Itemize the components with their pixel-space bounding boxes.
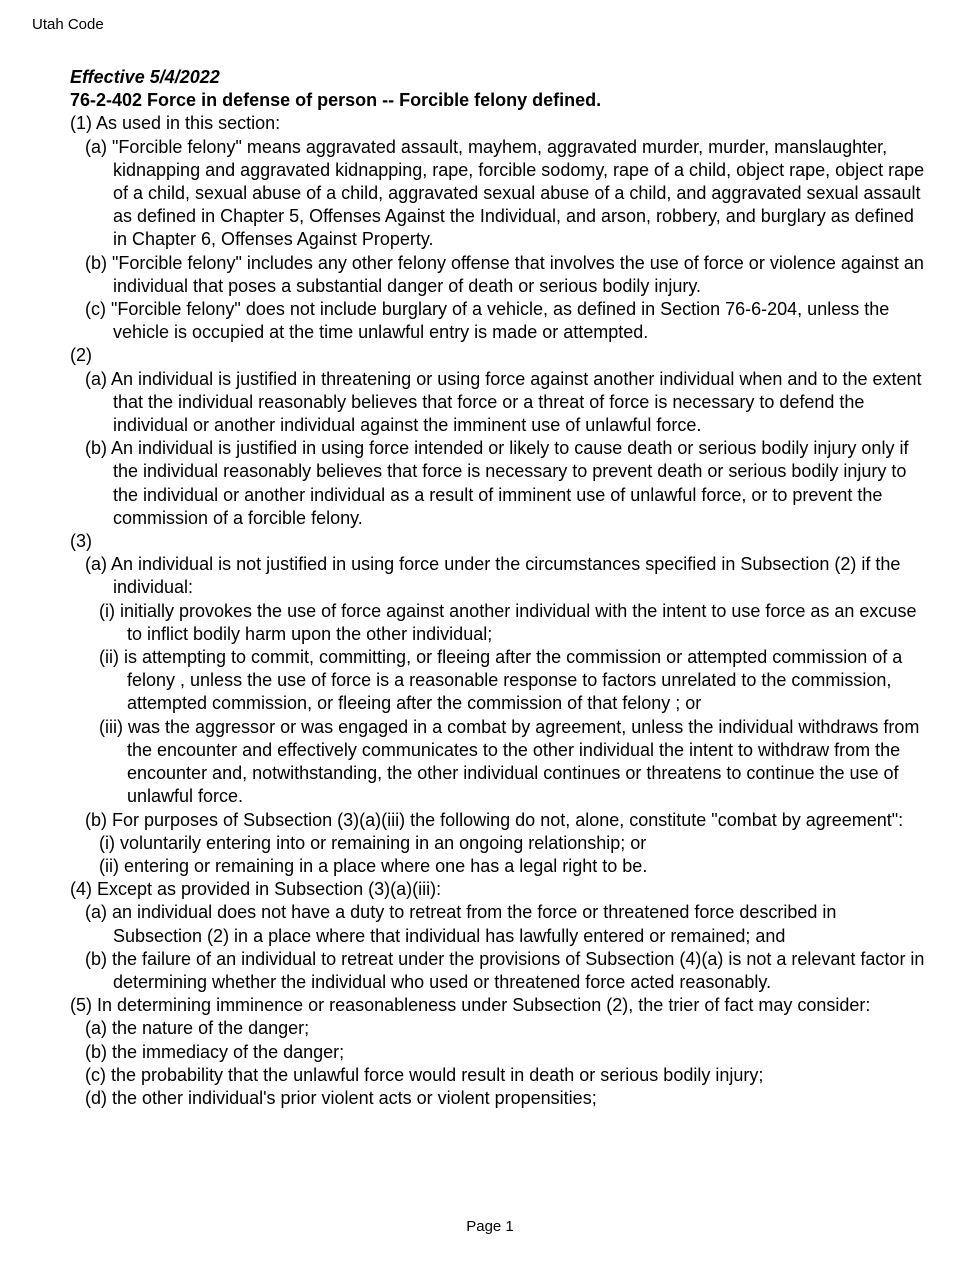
effective-date: Effective 5/4/2022: [70, 67, 220, 87]
paragraph: (b) "Forcible felony" includes any other felony offense that involves the use of force or violence against an individual that poses a substantial danger of death or serious bodily injury.: [85, 252, 924, 296]
paragraph: (d) the other individual's prior violent acts or violent propensities;: [85, 1087, 597, 1108]
paragraph: (b) For purposes of Subsection (3)(a)(iii) the following do not, alone, constitute "combat by agreement":: [85, 809, 904, 830]
paragraph: (1) As used in this section:: [70, 113, 281, 134]
paragraph: (b) An individual is justified in using force intended or likely to cause death or serious bodily injury only if the individual reasonably believes that force is necessary to prevent death or serious bodily injury to the individual or another individual as a result of imminent use of unlawful force, or to prevent the commission of a forcible felony.: [85, 438, 909, 528]
page-number: Page 1: [466, 1218, 514, 1235]
paragraph: (a) the nature of the danger;: [85, 1018, 310, 1039]
paragraph: (i) voluntarily entering into or remaining in an ongoing relationship; or: [99, 832, 647, 853]
paragraph: (3): [70, 531, 92, 552]
paragraph: (2): [70, 345, 92, 366]
paragraph: (a) "Forcible felony" means aggravated assault, mayhem, aggravated murder, murder, manslaughter, kidnapping and aggravated kidnapping, rape, forcible sodomy, rape of a child, object rape, object rape of a child, sexual abuse of a child, aggravated sexual abuse of a child, and aggravated sexual assault as defined in Chapter 5, Offenses Against the Individual, and arson, robbery, and burglary as defined in Chapter 6, Offenses Against Property.: [85, 136, 925, 250]
paragraph: (ii) entering or remaining in a place where one has a legal right to be.: [99, 855, 648, 876]
paragraph: (5) In determining imminence or reasonableness under Subsection (2), the trier of fact may consider:: [70, 995, 871, 1016]
running-header: Utah Code: [32, 16, 104, 33]
paragraph: (b) the immediacy of the danger;: [85, 1041, 345, 1062]
paragraph: (ii) is attempting to commit, committing, or fleeing after the commission or attempted commission of a felony , unless the use of force is a reasonable response to factors unrelated to the commission, attempted commission, or fleeing after the commission of that felony ; or: [99, 647, 903, 714]
paragraph: (c) the probability that the unlawful force would result in death or serious bodily injury;: [85, 1064, 764, 1085]
paragraph: (4) Except as provided in Subsection (3)(a)(iii):: [70, 879, 442, 900]
paragraph: (c) "Forcible felony" does not include burglary of a vehicle, as defined in Section 76-6-204, unless the vehicle is occupied at the time unlawful entry is made or attempted.: [85, 299, 890, 343]
paragraph: (b) the failure of an individual to retreat under the provisions of Subsection (4)(a) is not a relevant factor in determining whether the individual who used or threatened force acted reasonably.: [85, 948, 925, 992]
paragraph: (iii) was the aggressor or was engaged in a combat by agreement, unless the individual withdraws from the encounter and effectively communicates to the other individual the intent to withdraw from the encounter and, notwithstanding, the other individual continues or threatens to continue the use of unlawful force.: [99, 716, 920, 807]
section-title: 76-2-402 Force in defense of person -- Forcible felony defined.: [70, 90, 602, 111]
statute-body: [70, 66, 930, 1110]
paragraph: (i) initially provokes the use of force against another individual with the intent to use force as an excuse to inflict bodily harm upon the other individual;: [99, 600, 917, 644]
paragraph: (a) an individual does not have a duty to retreat from the force or threatened force described in Subsection (2) in a place where that individual has lawfully entered or remained; and: [85, 902, 837, 946]
paragraph: (a) An individual is justified in threatening or using force against another individual when and to the extent that the individual reasonably believes that force or a threat of force is necessary to defend the individual or another individual against the imminent use of unlawful force.: [85, 368, 922, 436]
paragraph: (a) An individual is not justified in using force under the circumstances specified in Subsection (2) if the individual:: [85, 554, 901, 598]
